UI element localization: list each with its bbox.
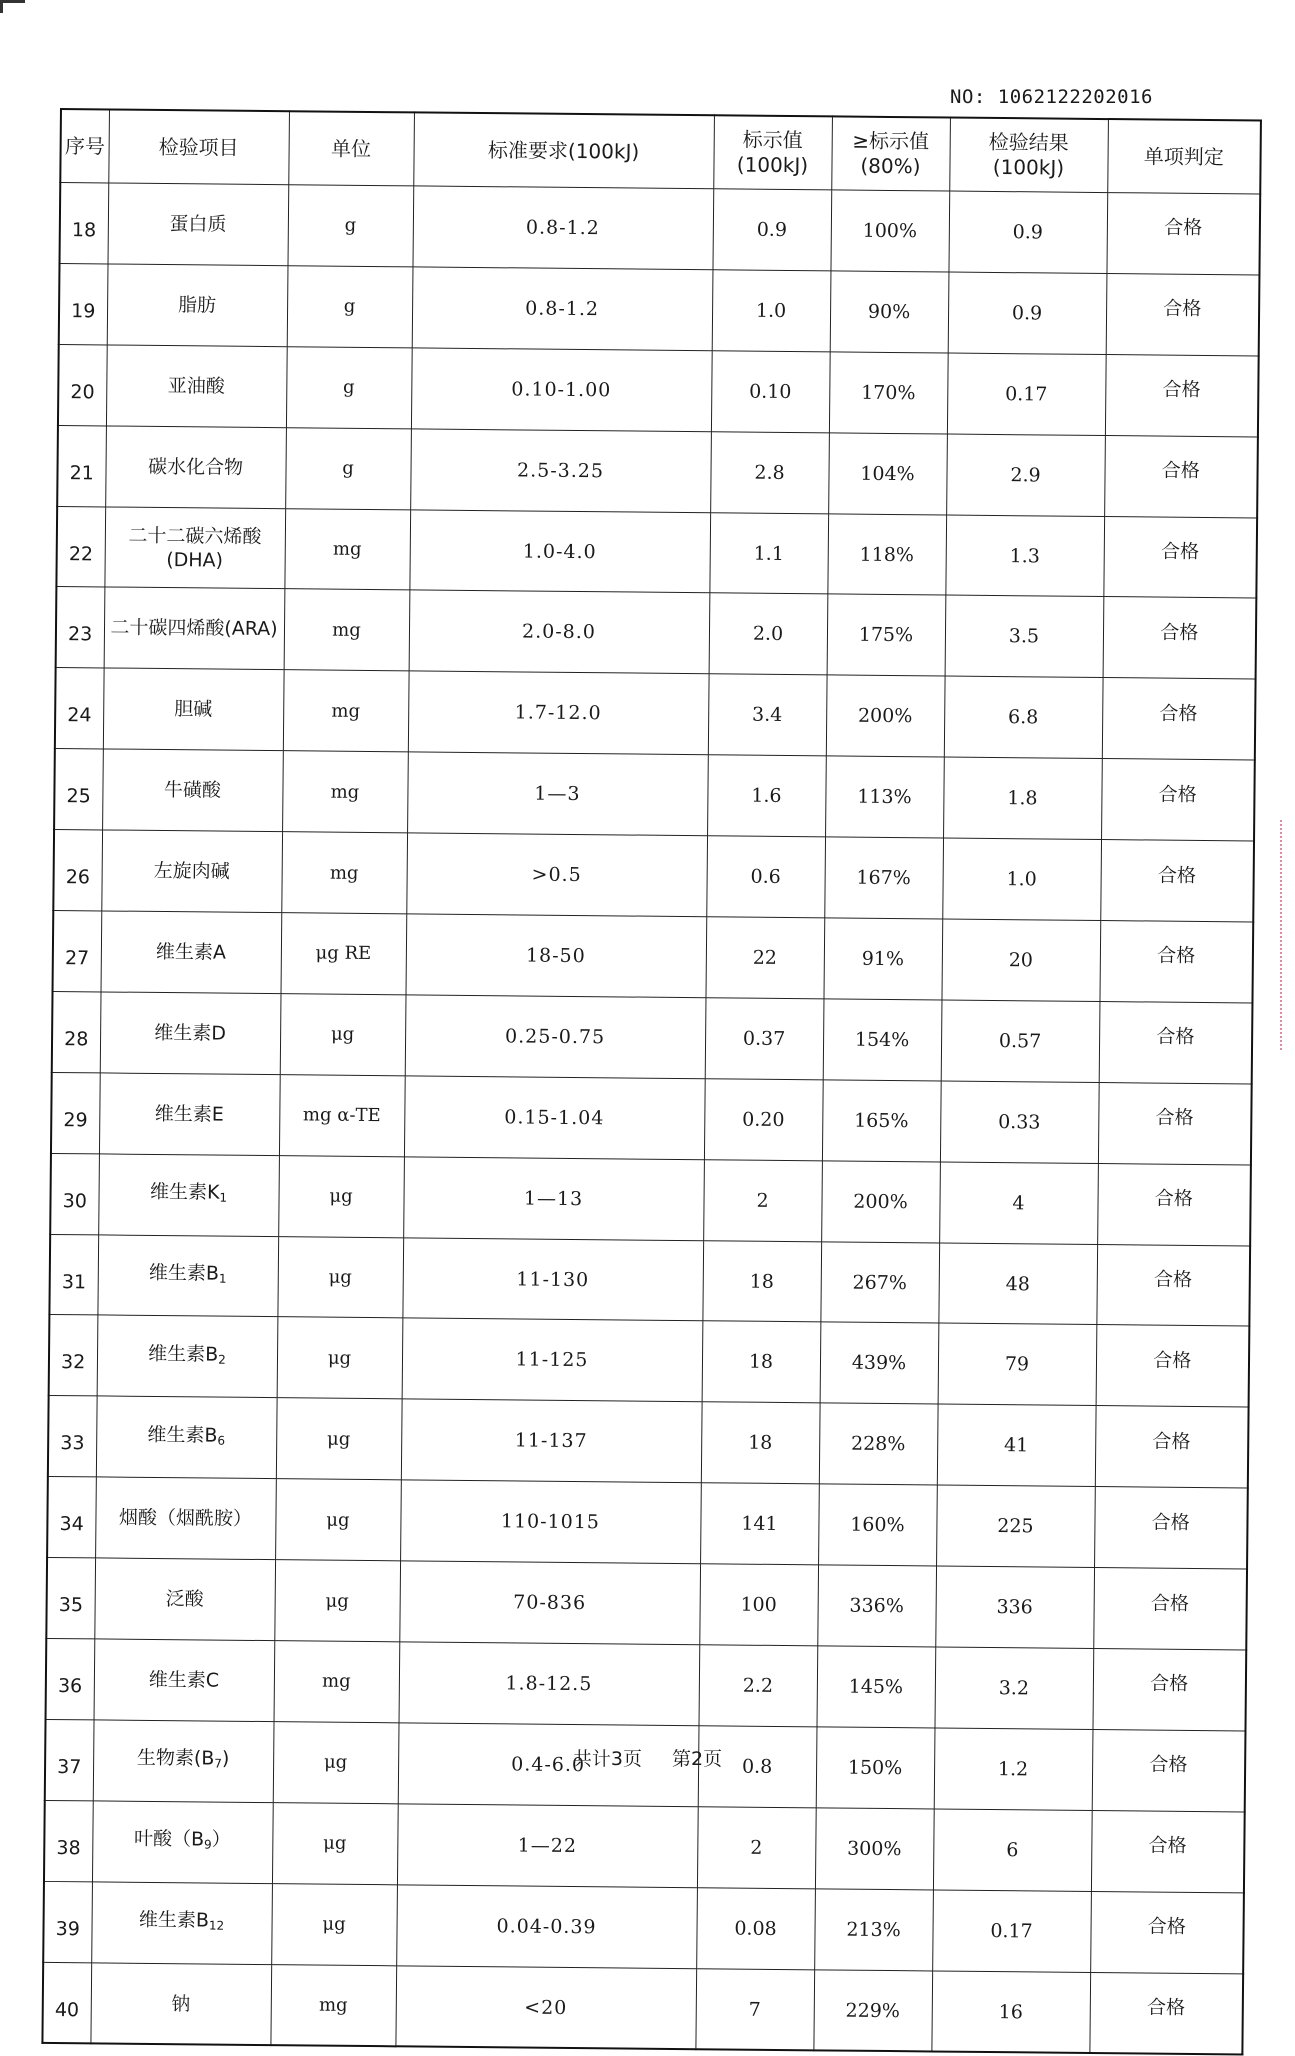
row-item-name: 蛋白质 (169, 212, 227, 236)
table-row (47, 1477, 1248, 1569)
row-item-name: 维生素B (148, 1342, 219, 1366)
row-result: 0.17 (932, 1890, 1091, 1972)
row-seq: 18 (60, 183, 109, 264)
row-standard: >0.5 (406, 833, 707, 917)
row-item-close-paren: ） (211, 1828, 231, 1851)
row-item (90, 1962, 271, 2045)
row-result: 0.17 (947, 353, 1106, 435)
row-verdict: 合格 (1106, 193, 1260, 275)
row-item (106, 345, 287, 428)
row-label-value: 100 (699, 1564, 818, 1646)
footer-current-page: 第2页 (672, 1748, 723, 1770)
row-verdict: 合格 (1103, 516, 1257, 598)
row-standard: 1.8-12.5 (399, 1642, 700, 1726)
row-label-value: 0.08 (696, 1887, 815, 1969)
row-label-value: 0.37 (705, 998, 824, 1080)
row-result: 20 (941, 919, 1100, 1001)
row-percent: 118% (827, 513, 946, 595)
row-seq: 25 (54, 749, 103, 830)
row-percent: 91% (823, 918, 942, 1000)
row-item-name: 维生素C (148, 1668, 220, 1692)
row-label-value: 22 (705, 917, 824, 999)
row-item (103, 668, 284, 751)
row-unit: μg (271, 1883, 397, 1965)
header-label-value (713, 115, 832, 190)
row-item-name: 维生素K (149, 1181, 220, 1204)
row-item-name: 二十二碳六烯酸 (128, 524, 262, 548)
row-item-name: 亚油酸 (167, 374, 225, 398)
row-standard: 110-1015 (400, 1480, 701, 1564)
row-label-value: 18 (701, 1402, 820, 1484)
page-footer (0, 1744, 1295, 1771)
row-label-value: 3.4 (708, 674, 827, 756)
row-result: 4 (939, 1162, 1098, 1244)
row-label-value: 2 (697, 1807, 816, 1889)
footer-total-pages: 共计3页 (572, 1748, 642, 1770)
table-row (51, 1072, 1252, 1164)
row-item-subscript: 2 (218, 1352, 226, 1367)
row-seq: 28 (52, 991, 101, 1072)
header-result-line1: 检验结果 (988, 129, 1069, 155)
row-verdict: 合格 (1102, 678, 1256, 760)
row-item-name: 脂肪 (177, 293, 217, 317)
row-item-name: 碳水化合物 (147, 455, 244, 479)
row-item (104, 507, 285, 590)
row-percent: 104% (828, 433, 947, 515)
row-item-name: 叶酸（B (133, 1828, 205, 1851)
row-unit: mg (274, 1641, 400, 1723)
row-standard: 11-130 (402, 1237, 703, 1321)
seal-edge-mark (1280, 820, 1295, 1050)
row-percent: 300% (815, 1808, 934, 1890)
row-seq: 24 (55, 668, 104, 749)
row-unit: μg (277, 1236, 403, 1318)
scan-corner-mark (0, 0, 25, 13)
row-item-name: 维生素B (148, 1261, 220, 1285)
row-seq: 29 (51, 1072, 100, 1153)
row-unit: μg (276, 1398, 402, 1480)
row-label-value: 18 (702, 1240, 821, 1322)
row-seq: 39 (43, 1881, 92, 1962)
header-percent (831, 116, 950, 191)
row-verdict: 合格 (1103, 597, 1257, 679)
row-unit: mg (282, 751, 408, 833)
header-item: 检验项目 (108, 109, 289, 184)
row-percent: 200% (821, 1161, 940, 1243)
row-verdict: 合格 (1105, 354, 1259, 436)
row-unit: mg α-TE (279, 1074, 405, 1156)
table-row (46, 1558, 1247, 1650)
row-unit: μg (273, 1722, 399, 1804)
row-result: 2.9 (946, 434, 1105, 516)
header-standard: 标准要求(100kJ) (413, 112, 714, 188)
table-row (56, 587, 1257, 679)
row-item (94, 1639, 275, 1722)
row-unit: μg RE (281, 913, 407, 995)
row-seq: 34 (47, 1477, 96, 1558)
row-label-value: 2.8 (710, 431, 829, 513)
row-item-name: 生物素(B (136, 1747, 215, 1770)
row-item (108, 183, 289, 266)
row-verdict: 合格 (1091, 1810, 1245, 1892)
row-verdict: 合格 (1096, 1325, 1250, 1407)
row-item-line2: (DHA) (166, 548, 224, 572)
row-result: 1.0 (942, 838, 1101, 920)
row-standard: 1—22 (397, 1804, 698, 1888)
row-item-subscript: 7 (214, 1756, 223, 1771)
row-seq: 30 (50, 1153, 99, 1234)
row-verdict: 合格 (1090, 1891, 1244, 1973)
row-percent: 175% (827, 594, 946, 676)
row-unit: mg (270, 1964, 396, 2047)
row-item (101, 830, 282, 913)
table-row (43, 1881, 1244, 1973)
row-unit: μg (272, 1802, 398, 1884)
row-result: 6.8 (944, 676, 1103, 758)
row-seq: 31 (49, 1234, 98, 1315)
row-item-subscript: 9 (203, 1837, 212, 1852)
row-standard: 70-836 (399, 1561, 700, 1645)
row-standard: 2.0-8.0 (409, 590, 710, 674)
row-result: 1.2 (934, 1728, 1093, 1810)
table-row (57, 425, 1258, 517)
table-row (60, 183, 1261, 275)
row-label-value: 0.8 (698, 1726, 817, 1808)
table-row (53, 910, 1254, 1002)
row-item-name: 泛酸 (165, 1588, 204, 1611)
row-seq: 37 (45, 1719, 94, 1800)
row-item-name: 维生素B (138, 1908, 210, 1932)
row-result: 0.33 (940, 1081, 1099, 1163)
row-verdict: 合格 (1092, 1729, 1246, 1811)
row-percent: 160% (818, 1484, 937, 1566)
row-seq: 35 (46, 1558, 95, 1639)
row-item (92, 1801, 273, 1884)
report-number: NO: 1062122202016 (950, 86, 1153, 108)
row-verdict: 合格 (1093, 1568, 1247, 1650)
row-result: 0.9 (948, 191, 1107, 273)
row-unit: g (285, 427, 411, 509)
row-item-name: 维生素D (154, 1021, 227, 1045)
header-percent-line2: (80%) (860, 153, 921, 179)
row-result: 0.9 (948, 272, 1107, 354)
row-item (98, 1154, 279, 1237)
row-item (99, 1073, 280, 1156)
row-verdict: 合格 (1092, 1649, 1246, 1731)
row-item-name: 左旋肉碱 (153, 859, 230, 883)
row-item (97, 1315, 278, 1398)
row-item (97, 1234, 278, 1317)
row-label-value: 18 (702, 1321, 821, 1403)
table-row (53, 830, 1254, 922)
row-unit: mg (281, 832, 407, 914)
row-unit: μg (274, 1560, 400, 1642)
row-unit: mg (284, 589, 410, 671)
row-seq: 40 (42, 1962, 91, 2044)
table-row (49, 1234, 1250, 1326)
row-result: 41 (937, 1404, 1096, 1486)
row-standard: 0.04-0.39 (396, 1885, 697, 1969)
row-standard: 0.15-1.04 (404, 1076, 705, 1160)
table-row (54, 749, 1255, 841)
row-item (94, 1558, 275, 1641)
header-result-line2: (100kJ) (992, 154, 1065, 180)
row-seq: 38 (44, 1800, 93, 1881)
row-unit: μg (277, 1317, 403, 1399)
row-percent: 213% (814, 1889, 933, 1971)
row-label-value: 0.9 (712, 189, 831, 271)
row-item-name: 维生素B (147, 1423, 218, 1447)
row-verdict: 合格 (1096, 1244, 1250, 1326)
row-seq: 36 (46, 1638, 95, 1719)
table-row (56, 506, 1257, 598)
row-verdict: 合格 (1100, 840, 1254, 922)
row-seq: 33 (48, 1396, 97, 1477)
row-item-subscript: 12 (208, 1918, 225, 1933)
row-percent: 439% (820, 1322, 939, 1404)
header-percent-line1: ≥标示值 (852, 128, 930, 154)
row-percent: 200% (826, 675, 945, 757)
row-label-value: 1.1 (709, 512, 828, 594)
row-label-value: 0.6 (706, 836, 825, 918)
row-item-name: 二十碳四烯酸(ARA) (110, 616, 278, 641)
row-percent: 145% (816, 1646, 935, 1728)
row-percent: 170% (829, 352, 948, 434)
row-seq: 21 (57, 425, 106, 506)
row-unit: mg (283, 670, 409, 752)
row-label-value: 0.10 (711, 351, 830, 433)
row-item (107, 264, 288, 347)
header-seq: 序号 (60, 109, 109, 183)
header-label-value-line1: 标示值 (742, 127, 803, 153)
row-item (95, 1477, 276, 1560)
table-row (42, 1962, 1243, 2055)
row-standard: 0.8-1.2 (412, 186, 713, 270)
row-result: 0.57 (941, 1000, 1100, 1082)
row-result: 225 (936, 1485, 1095, 1567)
row-result: 16 (931, 1971, 1090, 2054)
row-label-value: 2.0 (709, 593, 828, 675)
table-row (50, 1153, 1251, 1245)
row-unit: g (286, 346, 412, 428)
row-standard: 11-125 (402, 1318, 703, 1402)
row-unit: mg (284, 508, 410, 590)
row-result: 3.5 (945, 595, 1104, 677)
row-label-value: 1.0 (712, 270, 831, 352)
row-verdict: 合格 (1106, 273, 1260, 355)
row-item-name: 胆碱 (174, 698, 213, 721)
row-result: 48 (938, 1243, 1097, 1325)
table-body (42, 183, 1260, 2055)
row-label-value: 141 (700, 1483, 819, 1565)
row-percent: 90% (830, 271, 949, 353)
row-result: 1.3 (945, 515, 1104, 597)
row-result: 79 (938, 1323, 1097, 1405)
row-percent: 336% (817, 1565, 936, 1647)
row-percent: 228% (819, 1403, 938, 1485)
row-item-subscript: 6 (217, 1433, 226, 1448)
row-percent: 165% (822, 1080, 941, 1162)
row-verdict: 合格 (1095, 1406, 1249, 1488)
header-unit: 单位 (288, 111, 414, 186)
row-item (104, 587, 285, 670)
row-item-name: 维生素E (154, 1102, 224, 1126)
table-row (49, 1315, 1250, 1407)
row-label-value: 0.20 (704, 1079, 823, 1161)
row-result: 6 (933, 1809, 1092, 1891)
row-item-name: 维生素A (155, 940, 227, 964)
row-unit: μg (278, 1155, 404, 1237)
row-percent: 113% (825, 756, 944, 838)
row-result: 1.8 (943, 757, 1102, 839)
row-unit: μg (275, 1479, 401, 1561)
row-label-value: 1.6 (707, 755, 826, 837)
row-standard: 0.10-1.00 (411, 348, 712, 432)
row-standard: 2.5-3.25 (410, 429, 711, 513)
row-verdict: 合格 (1089, 1972, 1243, 2055)
row-seq: 19 (59, 263, 108, 344)
row-standard: 0.25-0.75 (405, 995, 706, 1079)
row-verdict: 合格 (1097, 1163, 1251, 1245)
row-unit: g (287, 266, 413, 348)
row-percent: 100% (830, 190, 949, 272)
header-verdict: 单项判定 (1107, 119, 1261, 194)
row-standard: 1—13 (403, 1157, 704, 1241)
row-seq: 32 (49, 1315, 98, 1396)
row-seq: 23 (56, 587, 105, 668)
row-percent: 267% (820, 1241, 939, 1323)
row-item-name: 烟酸（烟酰胺） (118, 1506, 253, 1531)
row-item (105, 426, 286, 509)
row-item-close-paren: ) (221, 1747, 230, 1771)
row-seq: 26 (53, 830, 102, 911)
table-row (44, 1800, 1245, 1892)
row-verdict: 合格 (1101, 759, 1255, 841)
row-standard: 0.4-6.0 (398, 1723, 699, 1807)
row-percent: 167% (824, 837, 943, 919)
row-item (101, 911, 282, 994)
row-label-value: 7 (695, 1968, 814, 2051)
row-standard: 18-50 (406, 914, 707, 998)
row-result: 3.2 (934, 1647, 1093, 1729)
table-row (55, 668, 1256, 760)
row-standard: 1—3 (407, 752, 708, 836)
table-row (46, 1638, 1247, 1730)
table-row (48, 1396, 1249, 1488)
row-result: 336 (935, 1566, 1094, 1648)
row-item (100, 992, 281, 1075)
row-seq: 20 (58, 344, 107, 425)
row-percent: 229% (813, 1969, 932, 2052)
row-item (91, 1882, 272, 1965)
row-standard: 11-137 (401, 1399, 702, 1483)
row-percent: 150% (816, 1727, 935, 1809)
row-verdict: 合格 (1099, 921, 1253, 1003)
table-row (58, 344, 1259, 436)
row-label-value: 2 (703, 1159, 822, 1241)
row-verdict: 合格 (1098, 1082, 1252, 1164)
header-label-value-line2: (100kJ) (736, 152, 809, 178)
table-row (52, 991, 1253, 1083)
row-percent: 154% (823, 999, 942, 1081)
row-standard: 1.0-4.0 (409, 509, 710, 593)
row-item-name: 牛磺酸 (163, 779, 222, 802)
header-result (949, 118, 1108, 193)
row-item (102, 749, 283, 832)
table-header-row (60, 109, 1261, 194)
row-standard: 1.7-12.0 (408, 671, 709, 755)
table-row (59, 263, 1260, 355)
row-verdict: 合格 (1094, 1487, 1248, 1569)
row-seq: 22 (56, 506, 105, 587)
row-standard: 0.8-1.2 (412, 267, 713, 351)
row-verdict: 合格 (1099, 1001, 1253, 1083)
row-seq: 27 (53, 910, 102, 991)
row-unit: g (287, 185, 413, 267)
row-item-subscript: 1 (219, 1190, 228, 1205)
row-item-subscript: 1 (218, 1271, 227, 1286)
row-item-name: 钠 (171, 1992, 191, 2015)
row-label-value: 2.2 (699, 1645, 818, 1727)
row-verdict: 合格 (1104, 435, 1258, 517)
row-unit: μg (280, 994, 406, 1076)
row-standard: <20 (395, 1965, 696, 2049)
row-item (96, 1396, 277, 1479)
